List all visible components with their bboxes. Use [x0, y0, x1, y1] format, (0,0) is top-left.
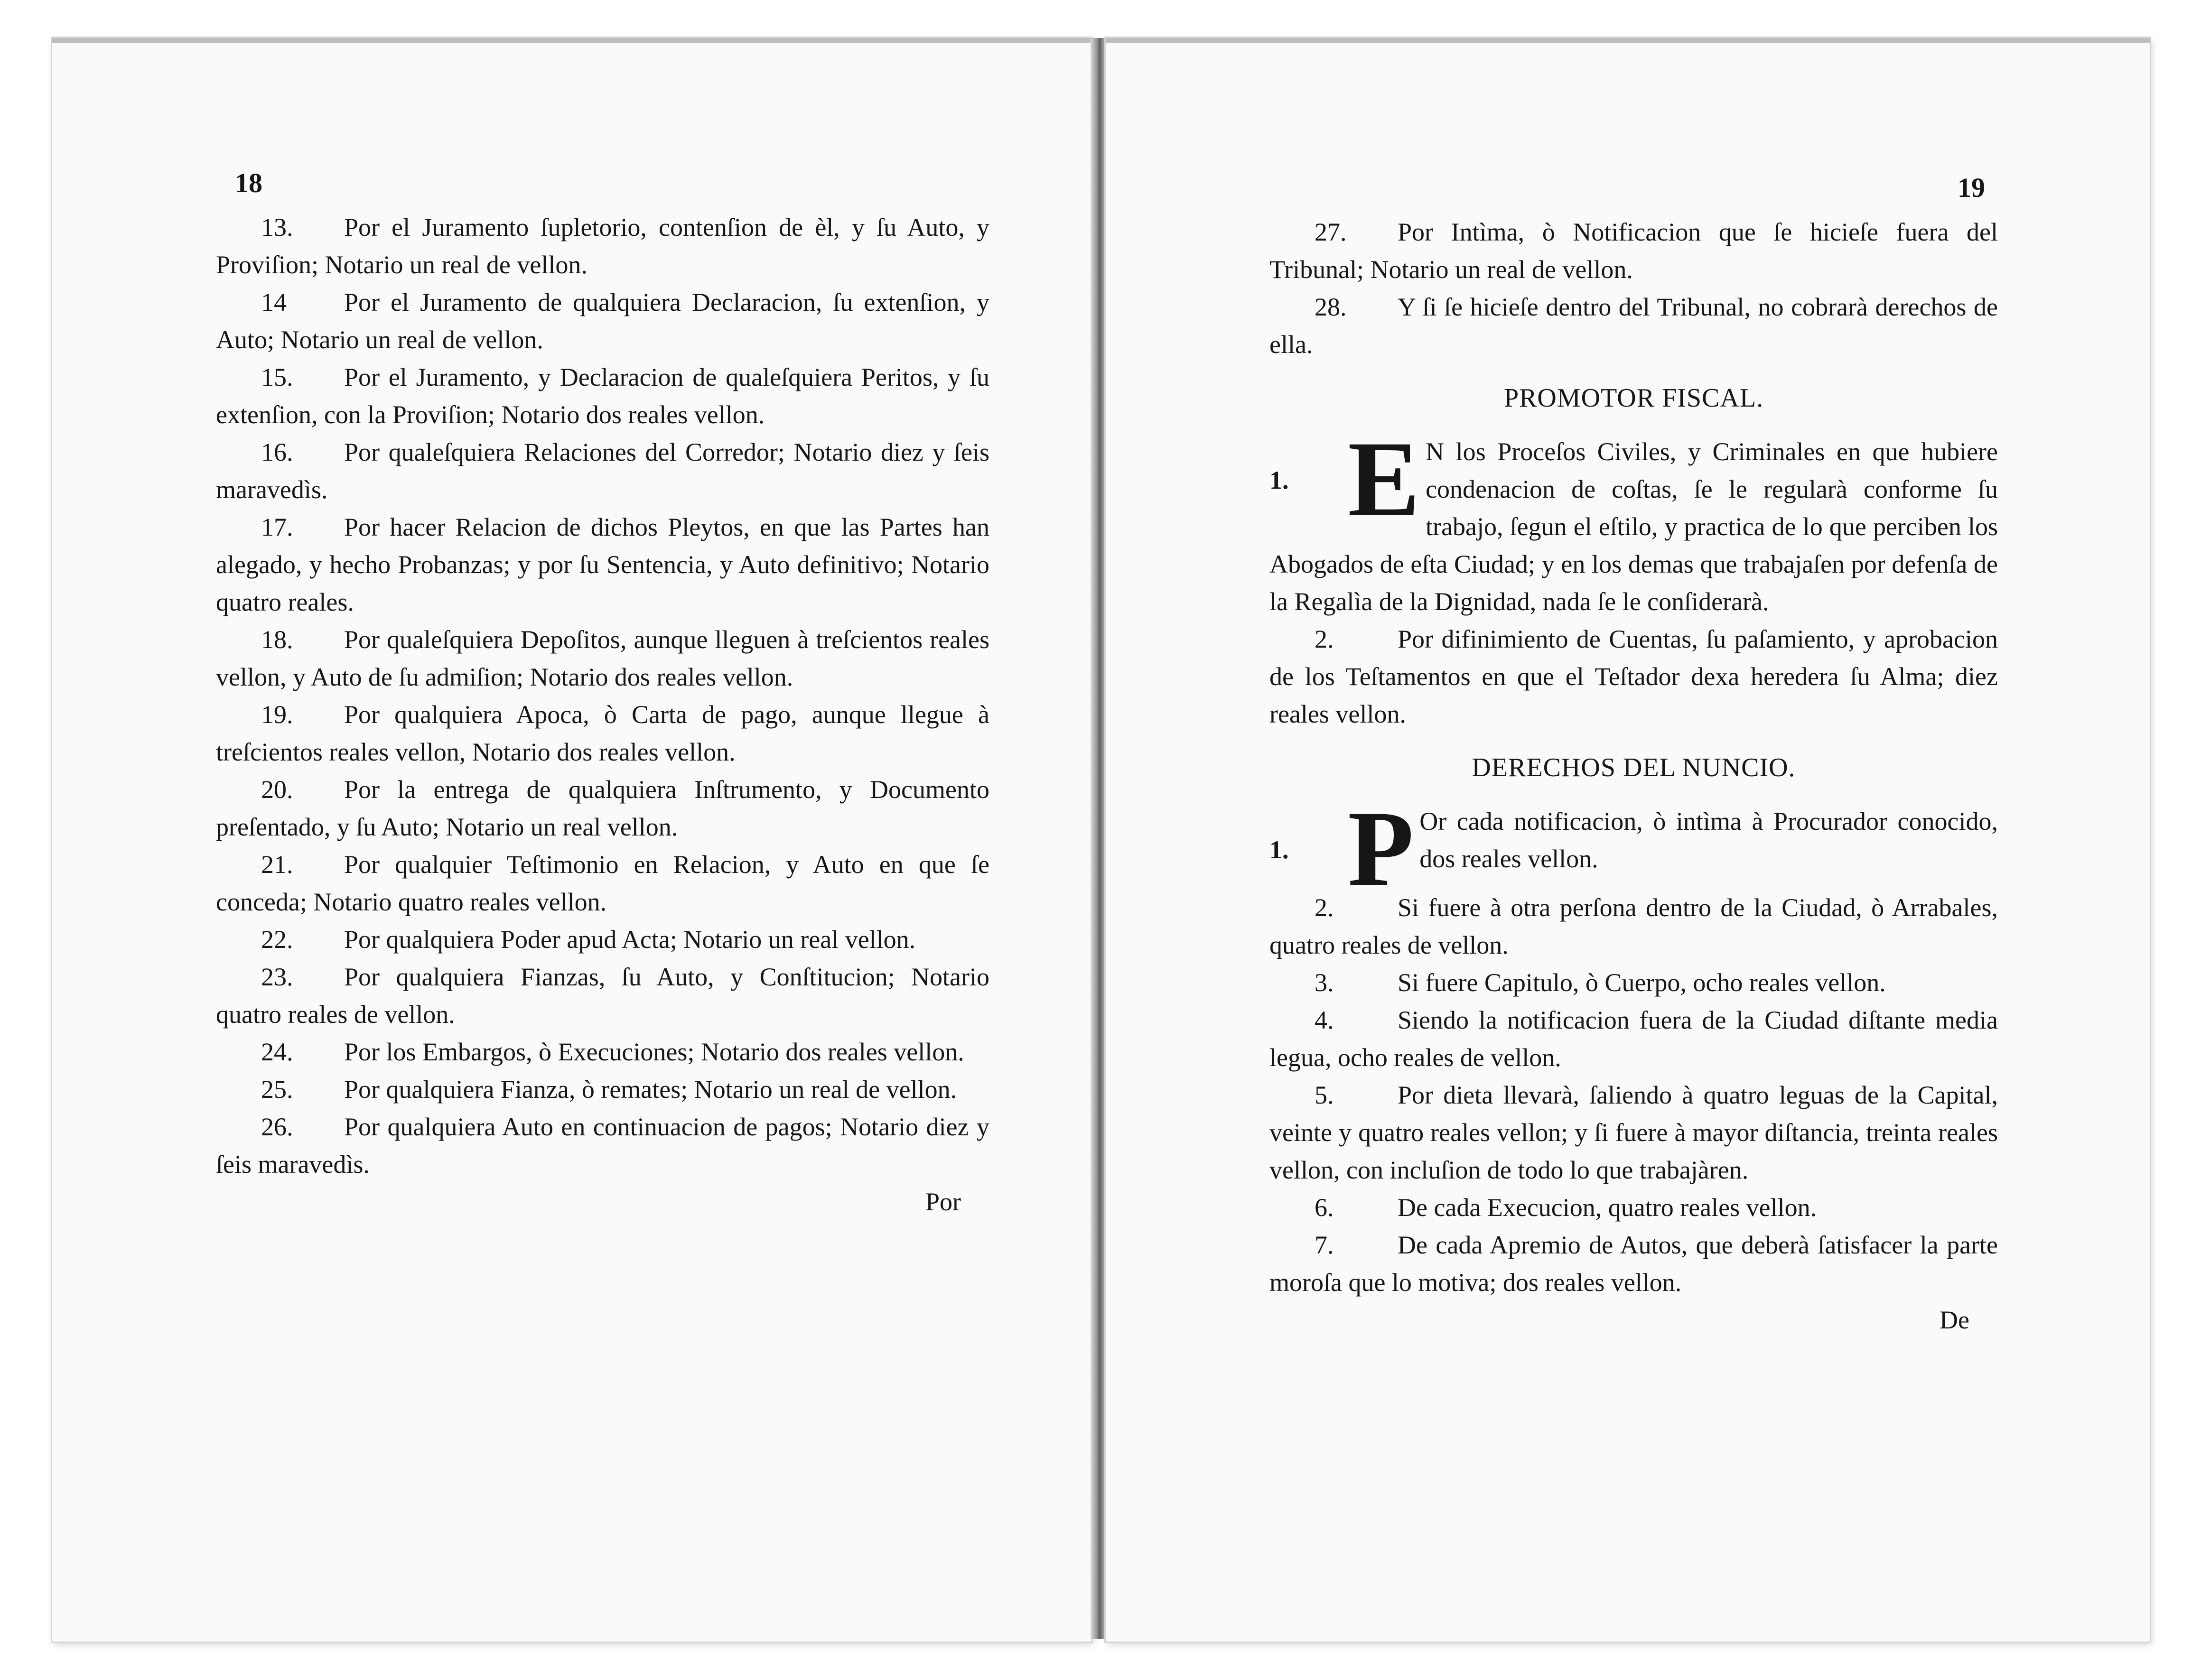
nuncio-item-1-text: Or cada notificacion, ò intìma à Procurador conocido, dos reales vellon.	[1419, 807, 1998, 873]
entry-14: 14 Por el Juramento de qualquiera Declaracion, ſu extenſion, y Auto; Notario un real de vellon.	[216, 288, 989, 354]
entry-26: 26. Por qualquiera Auto en continuacion de pagos; Notario diez y ſeis maravedìs.	[216, 1113, 989, 1179]
page-number-right: 19	[1958, 172, 1985, 203]
book-spread	[52, 38, 2150, 1642]
nuncio-item-6: 6. De cada Execucion, quatro reales vellon.	[1315, 1193, 1817, 1222]
book-gutter	[1091, 38, 1107, 1639]
entry-28: 28. Y ſi ſe hicieſe dentro del Tribunal, no cobrarà derechos de ella.	[1269, 293, 1998, 359]
entry-16: 16. Por qualeſquiera Relaciones del Corredor; Notario diez y ſeis maravedìs.	[216, 438, 989, 504]
nuncio-heading: DERECHOS DEL NUNCIO.	[1472, 753, 1796, 782]
right-page-text	[1269, 213, 1998, 1339]
promotor-heading: PROMOTOR FISCAL.	[1503, 383, 1764, 413]
nuncio-item-2: 2. Si fuere à otra perſona dentro de la Ciudad, ò Arrabales, quatro reales de vellon.	[1269, 893, 1998, 959]
nuncio-item-4: 4. Siendo la notificacion fuera de la Ciudad diſtante media legua, ocho reales de vellon.	[1269, 1006, 1998, 1072]
page-number-left: 18	[235, 167, 262, 198]
promotor-dropcap: E	[1348, 419, 1420, 539]
catchword-left: Por	[925, 1188, 961, 1216]
right-page	[1106, 38, 2150, 1642]
left-page	[52, 38, 1091, 1642]
nuncio-dropcap: P	[1348, 789, 1414, 909]
entry-15: 15. Por el Juramento, y Declaracion de qualeſquiera Peritos, y ſu extenſion, con la Proviſion; Notario dos reales vellon.	[216, 363, 989, 429]
nuncio-item-5: 5. Por dieta llevarà, ſaliendo à quatro leguas de la Capital, veinte y quatro reales vellon; y ſi fuere à mayor diſtancia, treinta reales vellon, con incluſion de todo lo que trabajàren.	[1269, 1081, 1998, 1184]
nuncio-item-1	[1269, 789, 1998, 909]
nuncio-item-7: 7. De cada Apremio de Autos, que deberà ſatisfacer la parte moroſa que lo motiva; dos reales vellon.	[1269, 1231, 1998, 1297]
entry-17: 17. Por hacer Relacion de dichos Pleytos, en que las Partes han alegado, y hecho Probanzas; y por ſu Sentencia, y Auto definitivo; Notario quatro reales.	[216, 513, 989, 616]
entry-22: 22. Por qualquiera Poder apud Acta; Notario un real vellon.	[261, 925, 916, 954]
nuncio-item-3: 3. Si fuere Capitulo, ò Cuerpo, ocho reales vellon.	[1315, 968, 1886, 997]
entry-25: 25. Por qualquiera Fianza, ò remates; Notario un real de vellon.	[261, 1075, 957, 1104]
entry-21: 21. Por qualquier Teſtimonio en Relacion, y Auto en que ſe conceda; Notario quatro reales vellon.	[216, 850, 989, 916]
entry-27: 27. Por Intìma, ò Notificacion que ſe hicieſe fuera del Tribunal; Notario un real de vellon.	[1269, 218, 1998, 284]
entry-23: 23. Por qualquiera Fianzas, ſu Auto, y Conſtitucion; Notario quatro reales de vellon.	[216, 963, 989, 1029]
entry-13: 13. Por el Juramento ſupletorio, contenſion de èl, y ſu Auto, y Proviſion; Notario un real de vellon.	[216, 213, 989, 279]
promotor-item-1-text: N los Proceſos Civiles, y Criminales en que hubiere condenacion de coſtas, ſe le regularà conforme ſu trabajo, ſegun el eſtilo, y practica de lo que perciben los Abogados de eſta Ciudad; y en los demas que trabajaſen por defenſa de la Regalìa de la Dignidad, nada ſe le conſiderarà.	[1269, 437, 1998, 616]
promotor-item-1-number: 1.	[1269, 466, 1289, 494]
entry-19: 19. Por qualquiera Apoca, ò Carta de pago, aunque llegue à treſcientos reales vellon, Notario dos reales vellon.	[216, 700, 989, 766]
entry-24: 24. Por los Embargos, ò Execuciones; Notario dos reales vellon.	[261, 1038, 964, 1066]
entry-20: 20. Por la entrega de qualquiera Inſtrumento, y Documento preſentado, y ſu Auto; Notario un real vellon.	[216, 775, 989, 841]
left-page-text	[216, 209, 989, 1221]
promotor-item-2: 2. Por difinimiento de Cuentas, ſu paſamiento, y aprobacion de los Teſtamentos en que el Teſtador dexa heredera ſu Alma; diez reales vellon.	[1269, 625, 1998, 728]
promotor-item-1	[1269, 419, 1998, 621]
nuncio-item-1-number: 1.	[1269, 835, 1289, 864]
catchword-right: De	[1940, 1306, 1969, 1334]
entry-18: 18. Por qualeſquiera Depoſitos, aunque lleguen à treſcientos reales vellon, y Auto de ſu admiſion; Notario dos reales vellon.	[216, 625, 989, 691]
